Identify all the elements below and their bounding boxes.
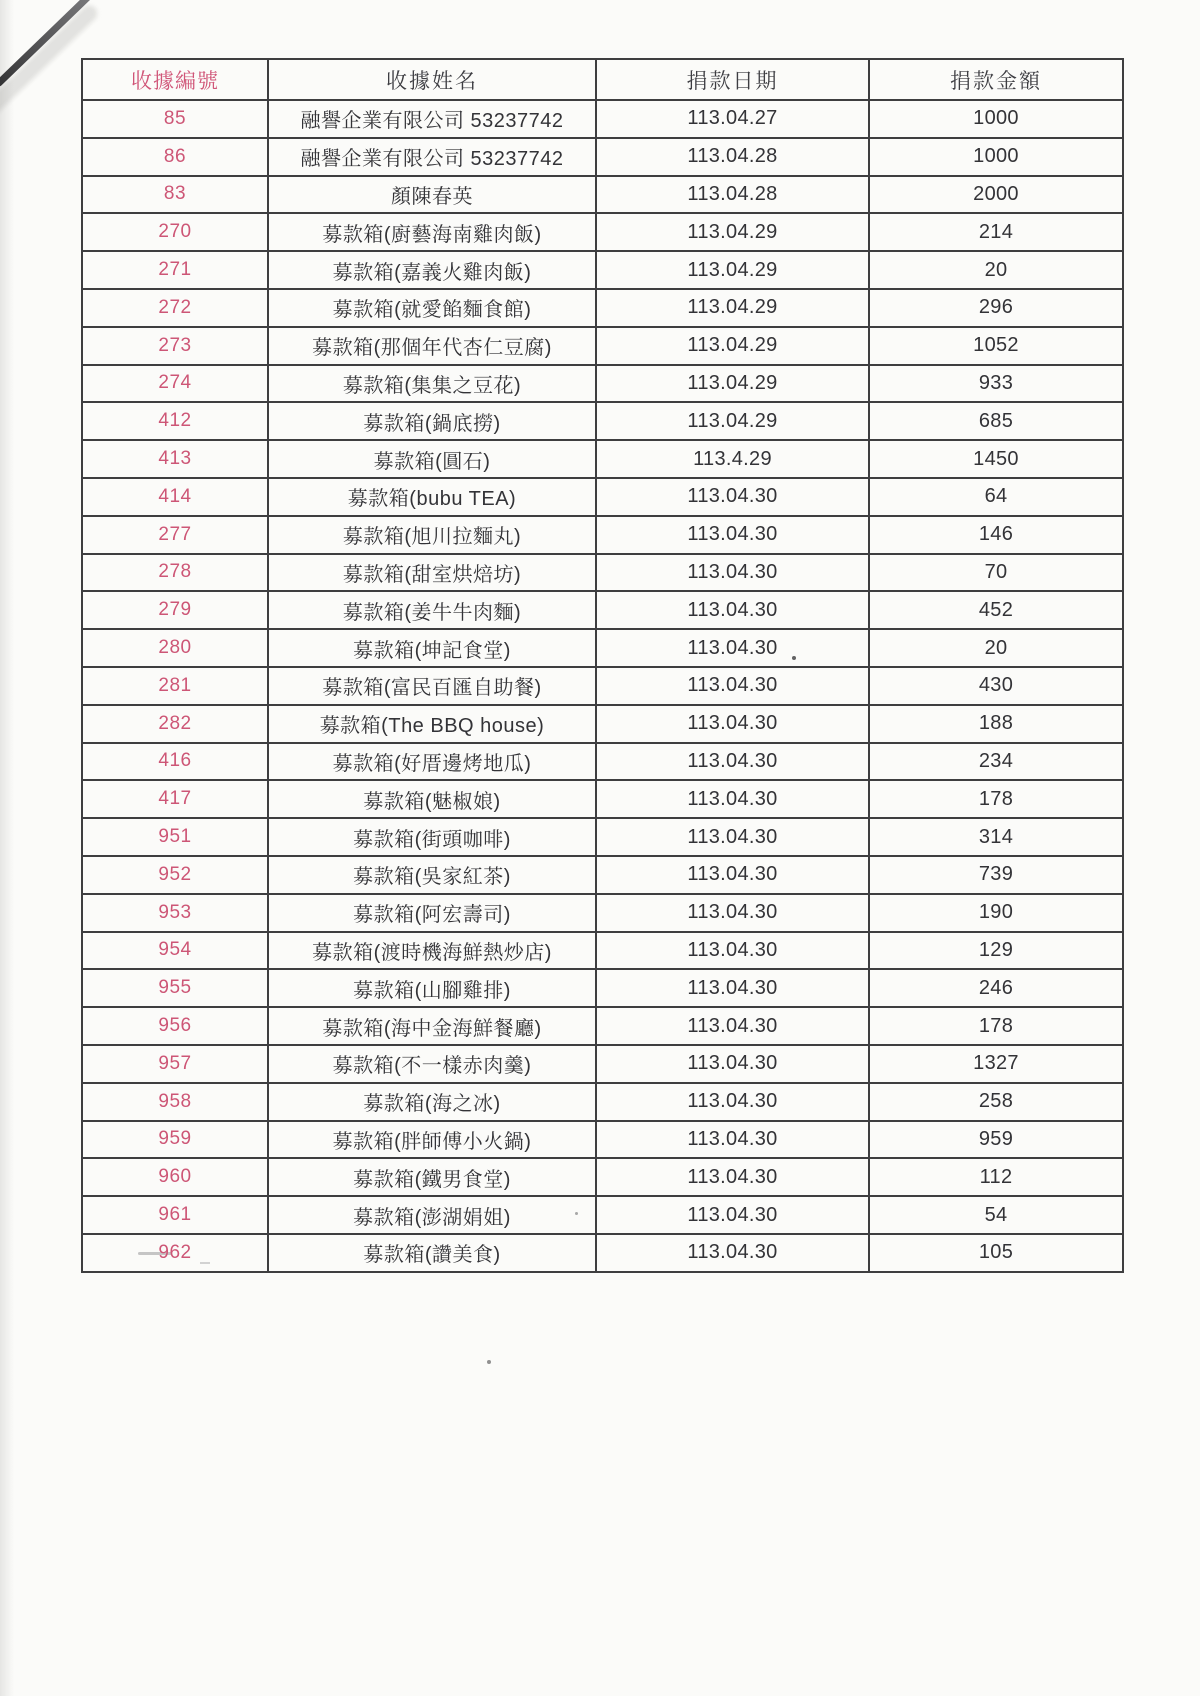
cell-donation-amount: 146 [869, 516, 1123, 554]
cell-donation-amount: 178 [869, 780, 1123, 818]
cell-receipt-number: 271 [82, 251, 268, 289]
cell-receipt-name: 募款箱(集集之豆花) [268, 365, 596, 403]
scan-speck [487, 1360, 491, 1364]
column-header-receipt-name: 收據姓名 [268, 59, 596, 100]
cell-receipt-name: 募款箱(山腳雞排) [268, 969, 596, 1007]
table-row [82, 818, 1123, 856]
column-header-donation-amount: 捐款金額 [869, 59, 1123, 100]
cell-receipt-number: 270 [82, 213, 268, 251]
cell-receipt-number: 952 [82, 856, 268, 894]
cell-receipt-name: 募款箱(旭川拉麵丸) [268, 516, 596, 554]
table-row [82, 667, 1123, 705]
cell-donation-date: 113.04.30 [596, 780, 869, 818]
cell-receipt-name: 募款箱(bubu TEA) [268, 478, 596, 516]
cell-donation-date: 113.04.30 [596, 554, 869, 592]
cell-receipt-number: 277 [82, 516, 268, 554]
cell-receipt-number: 272 [82, 289, 268, 327]
table-row [82, 100, 1123, 138]
cell-receipt-number: 413 [82, 440, 268, 478]
cell-receipt-name: 募款箱(坤記食堂) [268, 629, 596, 667]
cell-receipt-number: 83 [82, 176, 268, 214]
cell-receipt-name: 募款箱(廚藝海南雞肉飯) [268, 213, 596, 251]
cell-donation-amount: 1052 [869, 327, 1123, 365]
cell-receipt-number: 954 [82, 932, 268, 970]
cell-donation-date: 113.04.29 [596, 402, 869, 440]
cell-receipt-name: 募款箱(好厝邊烤地瓜) [268, 743, 596, 781]
table-row [82, 213, 1123, 251]
cell-donation-date: 113.04.27 [596, 100, 869, 138]
cell-donation-date: 113.04.30 [596, 705, 869, 743]
cell-donation-amount: 430 [869, 667, 1123, 705]
cell-receipt-number: 282 [82, 705, 268, 743]
cell-receipt-number: 279 [82, 591, 268, 629]
cell-receipt-number: 281 [82, 667, 268, 705]
cell-receipt-name: 募款箱(海中金海鮮餐廳) [268, 1007, 596, 1045]
cell-donation-amount: 1450 [869, 440, 1123, 478]
cell-receipt-number: 960 [82, 1158, 268, 1196]
cell-receipt-number: 85 [82, 100, 268, 138]
cell-receipt-name: 募款箱(阿宏壽司) [268, 894, 596, 932]
cell-donation-date: 113.04.30 [596, 1158, 869, 1196]
cell-donation-date: 113.04.30 [596, 1045, 869, 1083]
table-row [82, 251, 1123, 289]
cell-receipt-number: 280 [82, 629, 268, 667]
table-row [82, 969, 1123, 1007]
cell-donation-date: 113.04.30 [596, 1121, 869, 1159]
table-row [82, 894, 1123, 932]
table-header-row [82, 59, 1123, 100]
cell-receipt-number: 959 [82, 1121, 268, 1159]
cell-donation-amount: 129 [869, 932, 1123, 970]
cell-receipt-name: 顏陳春英 [268, 176, 596, 214]
table-row [82, 554, 1123, 592]
cell-receipt-name: 募款箱(那個年代杏仁豆腐) [268, 327, 596, 365]
cell-donation-amount: 20 [869, 251, 1123, 289]
table-row [82, 629, 1123, 667]
cell-donation-amount: 105 [869, 1234, 1123, 1272]
table-row [82, 1158, 1123, 1196]
cell-receipt-number: 951 [82, 818, 268, 856]
cell-donation-date: 113.04.30 [596, 856, 869, 894]
cell-receipt-number: 961 [82, 1196, 268, 1234]
cell-donation-amount: 959 [869, 1121, 1123, 1159]
cell-donation-amount: 739 [869, 856, 1123, 894]
cell-receipt-name: 融譽企業有限公司 53237742 [268, 138, 596, 176]
cell-donation-date: 113.04.30 [596, 667, 869, 705]
cell-donation-amount: 178 [869, 1007, 1123, 1045]
cell-donation-amount: 112 [869, 1158, 1123, 1196]
cell-donation-date: 113.04.30 [596, 932, 869, 970]
cell-receipt-number: 957 [82, 1045, 268, 1083]
cell-donation-date: 113.04.30 [596, 1196, 869, 1234]
table-row [82, 1007, 1123, 1045]
cell-receipt-number: 273 [82, 327, 268, 365]
cell-donation-date: 113.04.29 [596, 327, 869, 365]
table-row [82, 289, 1123, 327]
cell-receipt-name: 募款箱(The BBQ house) [268, 705, 596, 743]
table-row [82, 1196, 1123, 1234]
table-row [82, 478, 1123, 516]
cell-donation-amount: 685 [869, 402, 1123, 440]
table-row [82, 365, 1123, 403]
cell-donation-date: 113.04.28 [596, 176, 869, 214]
cell-donation-date: 113.04.29 [596, 251, 869, 289]
cell-receipt-number: 417 [82, 780, 268, 818]
cell-receipt-name: 募款箱(姜牛牛肉麵) [268, 591, 596, 629]
cell-receipt-name: 募款箱(街頭咖啡) [268, 818, 596, 856]
cell-receipt-name: 募款箱(讚美食) [268, 1234, 596, 1272]
cell-donation-date: 113.04.30 [596, 894, 869, 932]
cell-receipt-number: 278 [82, 554, 268, 592]
cell-receipt-number: 953 [82, 894, 268, 932]
cell-donation-amount: 20 [869, 629, 1123, 667]
cell-donation-amount: 314 [869, 818, 1123, 856]
cell-receipt-name: 募款箱(鐵男食堂) [268, 1158, 596, 1196]
scan-edge-shading [0, 0, 14, 1696]
cell-donation-amount: 190 [869, 894, 1123, 932]
cell-donation-amount: 70 [869, 554, 1123, 592]
column-header-donation-date: 捐款日期 [596, 59, 869, 100]
cell-receipt-name: 募款箱(魅椒娘) [268, 780, 596, 818]
table-row [82, 1083, 1123, 1121]
table-row [82, 1234, 1123, 1272]
table-row [82, 402, 1123, 440]
table-row [82, 516, 1123, 554]
table-row [82, 176, 1123, 214]
cell-donation-amount: 54 [869, 1196, 1123, 1234]
cell-donation-amount: 1000 [869, 138, 1123, 176]
cell-donation-amount: 2000 [869, 176, 1123, 214]
cell-receipt-name: 募款箱(渡時機海鮮熱炒店) [268, 932, 596, 970]
cell-receipt-number: 958 [82, 1083, 268, 1121]
cell-receipt-name: 募款箱(圓石) [268, 440, 596, 478]
cell-donation-date: 113.04.29 [596, 365, 869, 403]
cell-receipt-name: 募款箱(胖師傅小火鍋) [268, 1121, 596, 1159]
cell-donation-amount: 258 [869, 1083, 1123, 1121]
cell-donation-amount: 1327 [869, 1045, 1123, 1083]
cell-donation-date: 113.04.28 [596, 138, 869, 176]
cell-donation-date: 113.04.30 [596, 1083, 869, 1121]
cell-receipt-name: 募款箱(鍋底撈) [268, 402, 596, 440]
cell-receipt-name: 募款箱(澎湖娟姐) [268, 1196, 596, 1234]
cell-donation-date: 113.04.30 [596, 818, 869, 856]
table-row [82, 440, 1123, 478]
table-row [82, 932, 1123, 970]
table-row [82, 327, 1123, 365]
table-body [82, 100, 1123, 1272]
cell-receipt-number: 86 [82, 138, 268, 176]
donation-table [81, 58, 1124, 1273]
cell-receipt-name: 募款箱(富民百匯自助餐) [268, 667, 596, 705]
cell-donation-date: 113.04.30 [596, 516, 869, 554]
table-row [82, 856, 1123, 894]
cell-receipt-number: 956 [82, 1007, 268, 1045]
cell-donation-date: 113.4.29 [596, 440, 869, 478]
cell-receipt-name: 募款箱(吳家紅茶) [268, 856, 596, 894]
table-row [82, 591, 1123, 629]
table-row [82, 138, 1123, 176]
cell-donation-amount: 188 [869, 705, 1123, 743]
cell-donation-amount: 452 [869, 591, 1123, 629]
cell-donation-date: 113.04.30 [596, 743, 869, 781]
cell-donation-amount: 933 [869, 365, 1123, 403]
cell-receipt-name: 募款箱(嘉義火雞肉飯) [268, 251, 596, 289]
cell-donation-amount: 1000 [869, 100, 1123, 138]
cell-donation-amount: 246 [869, 969, 1123, 1007]
cell-donation-date: 113.04.29 [596, 289, 869, 327]
table-row [82, 743, 1123, 781]
cell-donation-date: 113.04.29 [596, 213, 869, 251]
cell-receipt-name: 募款箱(甜室烘焙坊) [268, 554, 596, 592]
cell-receipt-number: 962 [82, 1234, 268, 1272]
cell-donation-amount: 64 [869, 478, 1123, 516]
cell-donation-date: 113.04.30 [596, 629, 869, 667]
cell-receipt-number: 416 [82, 743, 268, 781]
cell-donation-amount: 214 [869, 213, 1123, 251]
cell-receipt-name: 募款箱(不一樣赤肉羹) [268, 1045, 596, 1083]
cell-receipt-name: 募款箱(就愛餡麵食館) [268, 289, 596, 327]
cell-receipt-number: 955 [82, 969, 268, 1007]
table-row [82, 1045, 1123, 1083]
table-row [82, 780, 1123, 818]
cell-receipt-number: 412 [82, 402, 268, 440]
cell-donation-date: 113.04.30 [596, 1234, 869, 1272]
table-row [82, 1121, 1123, 1159]
cell-donation-date: 113.04.30 [596, 591, 869, 629]
cell-receipt-number: 274 [82, 365, 268, 403]
cell-donation-date: 113.04.30 [596, 478, 869, 516]
cell-receipt-name: 募款箱(海之冰) [268, 1083, 596, 1121]
cell-donation-amount: 234 [869, 743, 1123, 781]
cell-donation-date: 113.04.30 [596, 969, 869, 1007]
table-row [82, 705, 1123, 743]
cell-receipt-number: 414 [82, 478, 268, 516]
cell-receipt-name: 融譽企業有限公司 53237742 [268, 100, 596, 138]
cell-donation-date: 113.04.30 [596, 1007, 869, 1045]
cell-donation-amount: 296 [869, 289, 1123, 327]
column-header-receipt-number: 收據編號 [82, 59, 268, 100]
